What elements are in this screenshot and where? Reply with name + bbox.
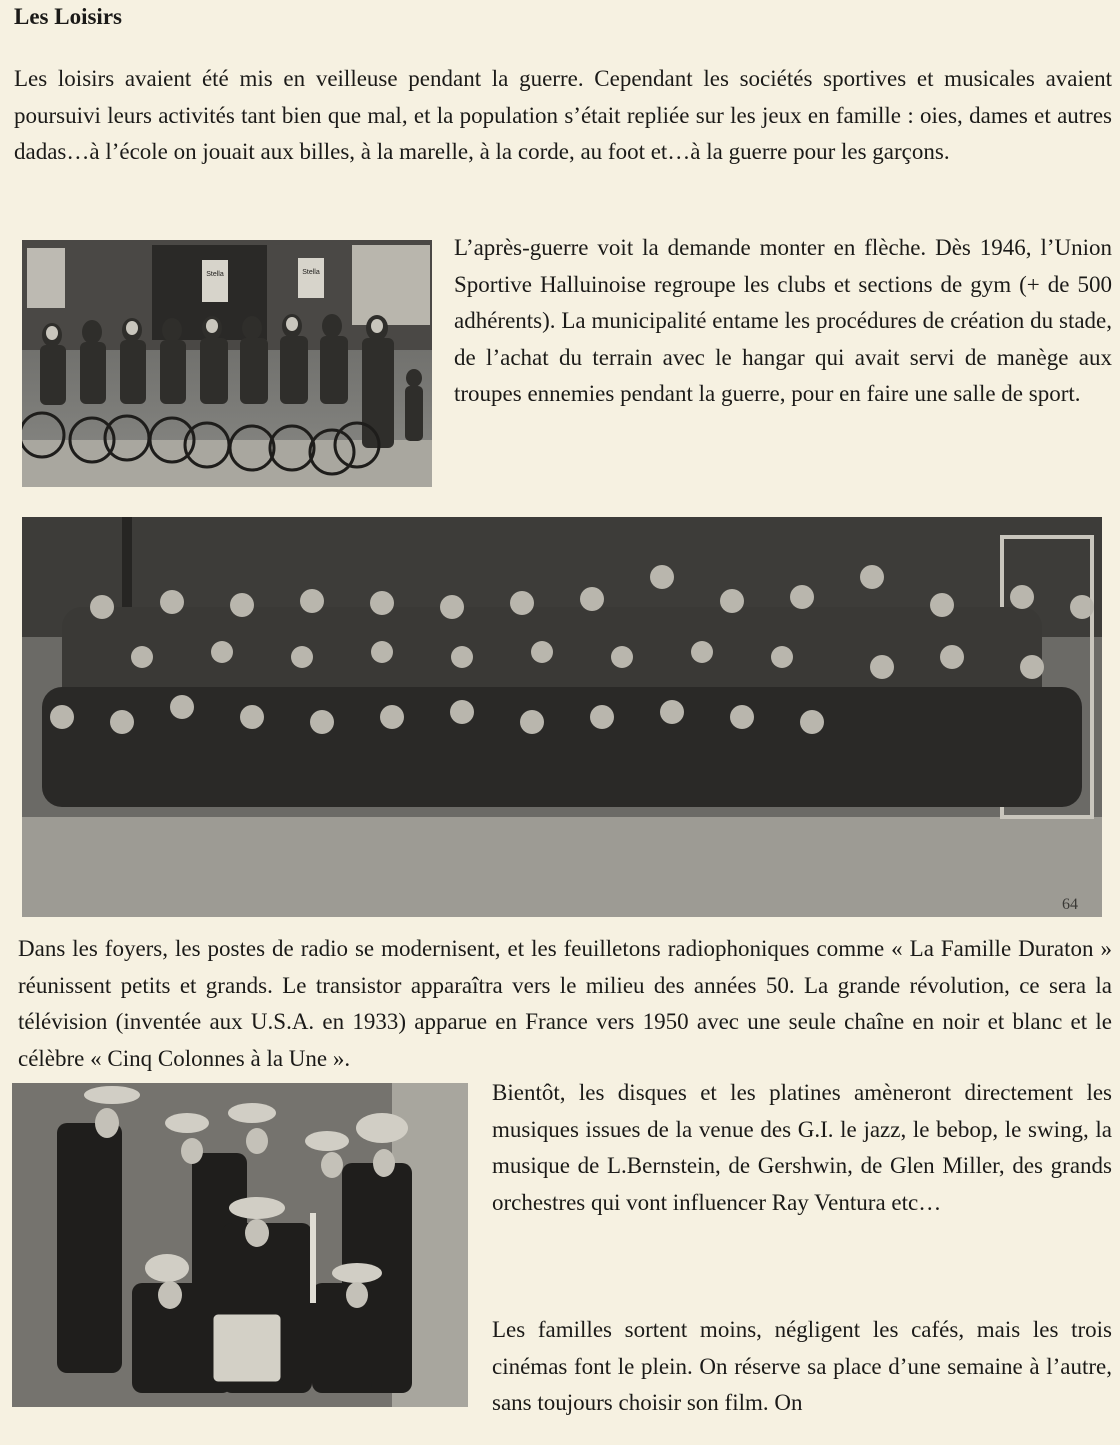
- photo-youth-group: [22, 517, 1102, 917]
- paragraph-bientot: Bientôt, les disques et les platines amèneront directement les musiques issues de la venue des G.I. le jazz, le bebop, le swing, la musique de L.Bernstein, de Gershwin, de Glen Miller, des grands orchestres qui vont influencer Ray Ventura etc…: [492, 1080, 1112, 1215]
- photo-cyclists: [22, 240, 432, 487]
- photo-youth-group-image: [22, 517, 1102, 917]
- paragraph-foyers: Dans les foyers, les postes de radio se modernisent, et les feuilletons radiophoniques comme « La Famille Duraton » réunissent petits et grands. Le transistor apparaîtra vers le milieu des années 50. La grande révolution, ce sera la télévision (inventée aux U.S.A. en 1933) apparue en France vers 1950 avec une seule chaîne en noir et blanc et le célèbre « Cinq Colonnes à la Une ».: [18, 936, 1112, 1071]
- cafe-sign-right: Stella: [302, 269, 320, 276]
- paragraph-familles: Les familles sortent moins, négligent les cafés, mais les trois cinémas font le plein. On réserve sa place d’une semaine à l’autre, sans toujours choisir son film. On: [492, 1317, 1112, 1415]
- photo-corner-number: 64: [1062, 896, 1078, 913]
- paragraph-apres-guerre: L’après-guerre voit la demande monter en flèche. Dès 1946, l’Union Sportive Halluinoise regroupe les clubs et sections de gym (+ de 500 adhérents). La municipalité entame les procédures de création du stade, de l’achat du terrain avec le hangar qui avait servi de manège aux troupes ennemies pendant la guerre, pour en faire une salle de sport.: [454, 235, 1112, 406]
- photo-band-image: [12, 1083, 468, 1407]
- photo-cyclists-image: [22, 240, 432, 487]
- page-title: Les Loisirs: [14, 4, 122, 29]
- cafe-sign-left: Stella: [206, 271, 224, 278]
- photo-band: [12, 1083, 468, 1407]
- paragraph-intro: Les loisirs avaient été mis en veilleuse pendant la guerre. Cependant les sociétés sportives et musicales avaient poursuivi leurs activités tant bien que mal, et la population s’était repliée sur les jeux en famille : oies, dames et autres dadas…à l’école on jouait aux billes, à la marelle, à la corde, au foot et…à la guerre pour les garçons.: [14, 66, 1112, 164]
